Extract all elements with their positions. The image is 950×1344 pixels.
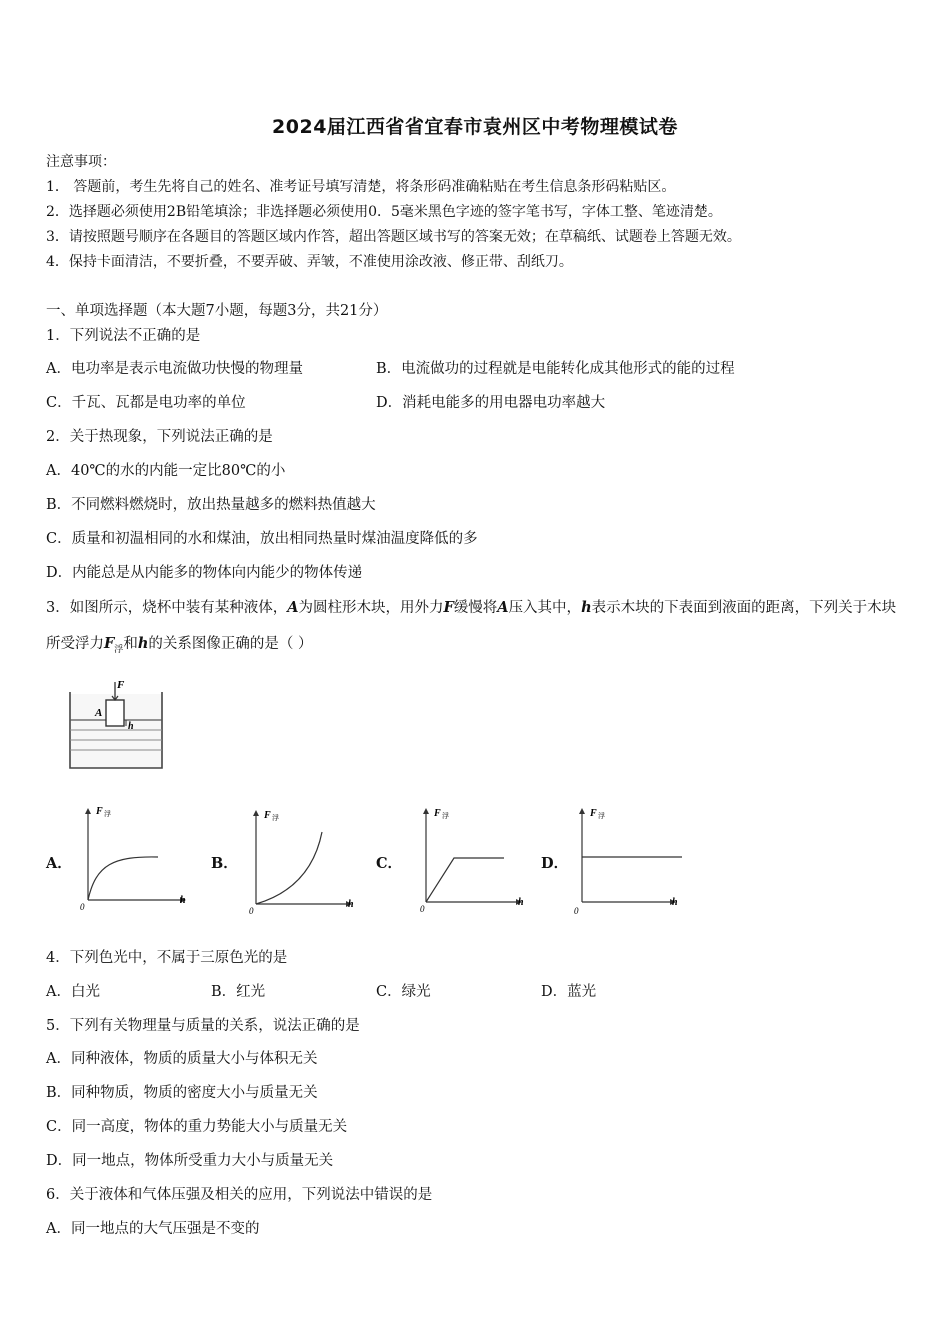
graph-c: [412, 800, 528, 916]
svg-text:0: 0: [574, 906, 579, 916]
svg-text:h: h: [518, 897, 524, 908]
beaker-figure: [64, 672, 174, 772]
option-c: C．质量和初温相同的水和煤油，放出相同热量时煤油温度降低的多: [46, 531, 478, 547]
graph-d: [572, 800, 688, 916]
option-b: B．电流做功的过程就是电能转化成其他形式的能的过程: [376, 361, 735, 377]
curve-b: [256, 832, 322, 904]
svg-text:浮: 浮: [442, 812, 449, 820]
option-d: D．同一地点，物体所受重力大小与质量无关: [46, 1153, 334, 1169]
curve-c: [426, 858, 504, 902]
option-b: B．同种物质，物质的密度大小与质量无关: [46, 1085, 318, 1101]
notice-item: 1． 答题前，考生先将自己的姓名、准考证号填写清楚，将条形码准确粘贴在考生信息条形码粘贴区。: [46, 179, 676, 195]
notice-item: 3．请按照题号顺序在各题目的答题区域内作答，超出答题区域书写的答案无效；在草稿纸、试题卷上答题无效。: [46, 229, 741, 245]
svg-text:h: h: [348, 899, 354, 910]
svg-text:浮: 浮: [104, 810, 111, 818]
svg-text:0: 0: [80, 902, 85, 912]
block-label: A: [95, 707, 103, 719]
notice-item: 2．选择题必须使用2B铅笔填涂；非选择题必须使用0．5毫米黑色字迹的签字笔书写，字体工整、笔迹清楚。: [46, 204, 722, 220]
option-a: A．同种液体，物质的质量大小与体积无关: [46, 1051, 318, 1067]
graph-b: [244, 800, 360, 916]
depth-label: h: [128, 721, 134, 732]
force-label: F: [117, 679, 125, 691]
option-a: A．同一地点的大气压强是不变的: [46, 1221, 260, 1237]
question-stem: 5．下列有关物理量与质量的关系，说法正确的是: [46, 1018, 360, 1034]
option-d: D．蓝光: [541, 984, 597, 1000]
question-stem: 2．关于热现象，下列说法正确的是: [46, 429, 273, 445]
option-b: B．不同燃料燃烧时，放出热量越多的燃料热值越大: [46, 497, 376, 513]
svg-text:0: 0: [420, 904, 425, 914]
option-d: D．消耗电能多的用电器电功率越大: [376, 395, 606, 411]
svg-text:浮: 浮: [598, 812, 605, 820]
notice-heading: 注意事项：: [46, 154, 116, 170]
question-stem: 1．下列说法不正确的是: [46, 328, 201, 344]
option-c: C．绿光: [376, 984, 431, 1000]
svg-text:F: F: [590, 808, 597, 819]
option-a: A．40℃的水的内能一定比80℃的小: [46, 463, 286, 479]
option-b: B．红光: [211, 984, 266, 1000]
notice-item: 4．保持卡面清洁，不要折叠，不要弄破、弄皱，不准使用涂改液、修正带、刮纸刀。: [46, 254, 573, 270]
svg-text:h: h: [180, 895, 186, 906]
svg-text:h: h: [672, 897, 678, 908]
graph-label: B．: [211, 855, 238, 872]
question-stem: 4．下列色光中，不属于三原色光的是: [46, 950, 288, 966]
graph-label: D．: [541, 855, 569, 872]
svg-text:浮: 浮: [272, 814, 279, 822]
graph-a: [74, 800, 190, 916]
question-stem: 6．关于液体和气体压强及相关的应用，下列说法中错误的是: [46, 1187, 433, 1203]
page-title: 2024届江西省省宜春市袁州区中考物理模试卷: [272, 116, 678, 138]
svg-text:F: F: [96, 806, 103, 817]
option-d: D．内能总是从内能多的物体向内能少的物体传递: [46, 565, 363, 581]
svg-text:0: 0: [249, 906, 254, 916]
graph-label: A．: [46, 855, 72, 872]
option-c: C．同一高度，物体的重力势能大小与质量无关: [46, 1119, 348, 1135]
graph-label: C．: [376, 855, 403, 872]
option-c: C．千瓦、瓦都是电功率的单位: [46, 395, 246, 411]
svg-text:F: F: [434, 808, 441, 819]
option-a: A．白光: [46, 984, 100, 1000]
svg-text:F: F: [264, 810, 271, 821]
option-a: A．电功率是表示电流做功快慢的物理量: [46, 361, 303, 377]
question-stem: 3．如图所示，烧杯中装有某种液体，A为圆柱形木块，用外力F缓慢将A压入其中，h表示木块的下表面到液面的距离，下列关于木块所受浮力$F_浮$和h的关系图像正确的是（ ）: [46, 599, 897, 655]
section-heading: 一、单项选择题（本大题7小题，每题3分，共21分）: [46, 303, 388, 319]
wood-block: [106, 700, 124, 726]
curve-a: [88, 857, 158, 900]
